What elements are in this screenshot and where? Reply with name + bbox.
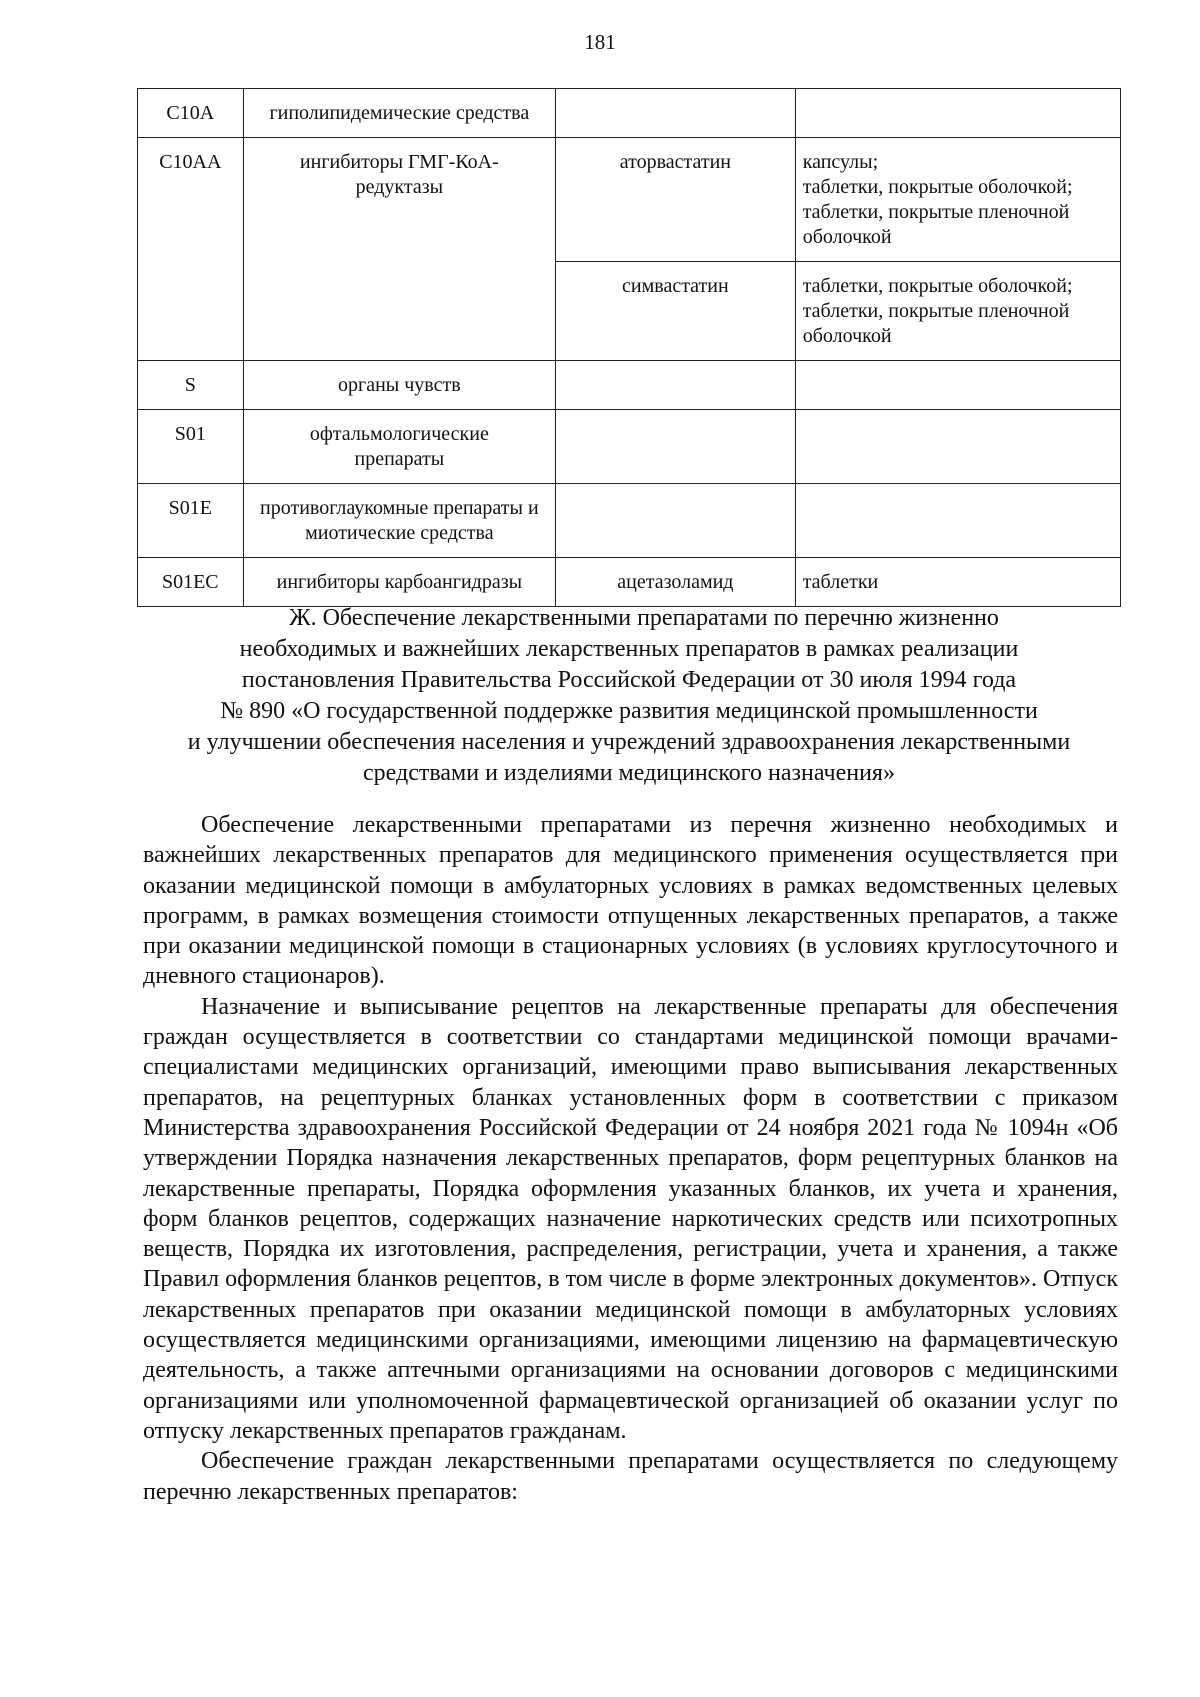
paragraph: Обеспечение лекарственными препаратами из перечня жизненно необходимых и важнейших лекарственных препаратов для медицинского применения осуществляется при оказании медицинской помощи в амбулаторных условиях в рамках ведомственных целевых программ, в рамках возмещения стоимости отпущенных лекарственных препаратов, а также при оказании медицинской помощи в стационарных условиях (в условиях круглосуточного и дневного стационаров). [143, 812, 1118, 990]
dosage-form-cell [795, 484, 1120, 558]
drug-name-cell [556, 89, 796, 138]
atc-drug-table [137, 88, 1121, 607]
section-heading-line: и улучшении обеспечения населения и учреждений здравоохранения лекарственными [187, 729, 1071, 755]
drug-name-cell: симвастатин [556, 262, 796, 361]
atc-code-cell: C10AA [138, 138, 244, 361]
dosage-form-line: таблетки, покрытые оболочкой; [802, 275, 1073, 297]
section-heading-line: Ж. Обеспечение лекарственными препаратами по перечню жизненно [289, 605, 999, 631]
section-heading-line: необходимых и важнейших лекарственных препаратов в рамках реализации [239, 636, 1019, 662]
atc-code-cell: S01EC [138, 558, 244, 607]
table-row [138, 138, 1121, 262]
dosage-form-line: таблетки, покрытые пленочной оболочкой [802, 201, 1070, 248]
atc-code-cell: S01 [138, 410, 244, 484]
dosage-form-cell [795, 410, 1120, 484]
group-name-cell [243, 410, 555, 484]
atc-code-cell: S [138, 361, 244, 410]
table-row [138, 484, 1121, 558]
paragraph: Обеспечение граждан лекарственными препаратами осуществляется по следующему перечню лекарственных препаратов: [143, 1448, 1118, 1505]
drug-name-cell [556, 361, 796, 410]
table-row [138, 89, 1121, 138]
dosage-form-cell [795, 89, 1120, 138]
page-number: 181 [584, 30, 616, 54]
group-name-cell [243, 138, 555, 361]
table-row [138, 558, 1121, 607]
dosage-form-line: таблетки [802, 571, 879, 593]
group-name-cell: органы чувств [243, 361, 555, 410]
drug-name-cell [556, 484, 796, 558]
drug-name-cell: аторвастатин [556, 138, 796, 262]
group-name-cell: гиполипидемические средства [243, 89, 555, 138]
dosage-form-cell [795, 138, 1120, 262]
dosage-form-line: капсулы; [802, 151, 879, 173]
section-heading-line: средствами и изделиями медицинского назначения» [363, 760, 895, 786]
dosage-form-cell [795, 361, 1120, 410]
body-text [143, 810, 1118, 1507]
section-heading-line: № 890 «О государственной поддержке развития медицинской промышленности [220, 698, 1038, 724]
atc-code-cell: S01E [138, 484, 244, 558]
group-name-text: ингибиторы ГМГ-КоА-редуктазы [299, 151, 499, 198]
table-row [138, 410, 1121, 484]
group-name-cell: ингибиторы карбоангидразы [243, 558, 555, 607]
atc-code-cell: C10A [138, 89, 244, 138]
table-row [138, 361, 1121, 410]
section-heading [137, 603, 1121, 789]
group-name-text: офтальмологические препараты [309, 423, 489, 470]
dosage-form-line: таблетки, покрытые оболочкой; [802, 176, 1073, 198]
paragraph: Назначение и выписывание рецептов на лекарственные препараты для обеспечения граждан осуществляется в соответствии со стандартами медицинской помощи врачами-специалистами медицинских организаций, имеющими право выписывания лекарственных препаратов, на рецептурных бланках установленных форм в соответствии с приказом Министерства здравоохранения Российской Федерации от 24 ноября 2021 года № 1094н «Об утверждении Порядка назначения лекарственных препаратов, форм рецептурных бланков на лекарственные препараты, Порядка оформления указанных бланков, их учета и хранения, форм бланков рецептов, содержащих назначение наркотических средств или психотропных веществ, Порядка их изготовления, распределения, регистрации, учета и хранения, а также Правил оформления бланков рецептов, в том числе в форме электронных документов». Отпуск лекарственных препаратов при оказании медицинской помощи в амбулаторных условиях осуществляется медицинскими организациями, имеющими лицензию на фармацевтическую деятельность, а также аптечными организациями на основании договоров с медицинскими организациями или уполномоченной фармацевтической организацией об оказании услуг по отпуску лекарственных препаратов гражданам. [143, 993, 1118, 1444]
drug-name-cell: ацетазоламид [556, 558, 796, 607]
dosage-form-line: таблетки, покрытые пленочной оболочкой [802, 300, 1070, 347]
dosage-form-cell [795, 558, 1120, 607]
drug-name-cell [556, 410, 796, 484]
group-name-cell: противоглаукомные препараты и миотические средства [243, 484, 555, 558]
section-heading-line: постановления Правительства Российской Федерации от 30 июля 1994 года [241, 667, 1017, 693]
dosage-form-cell [795, 262, 1120, 361]
